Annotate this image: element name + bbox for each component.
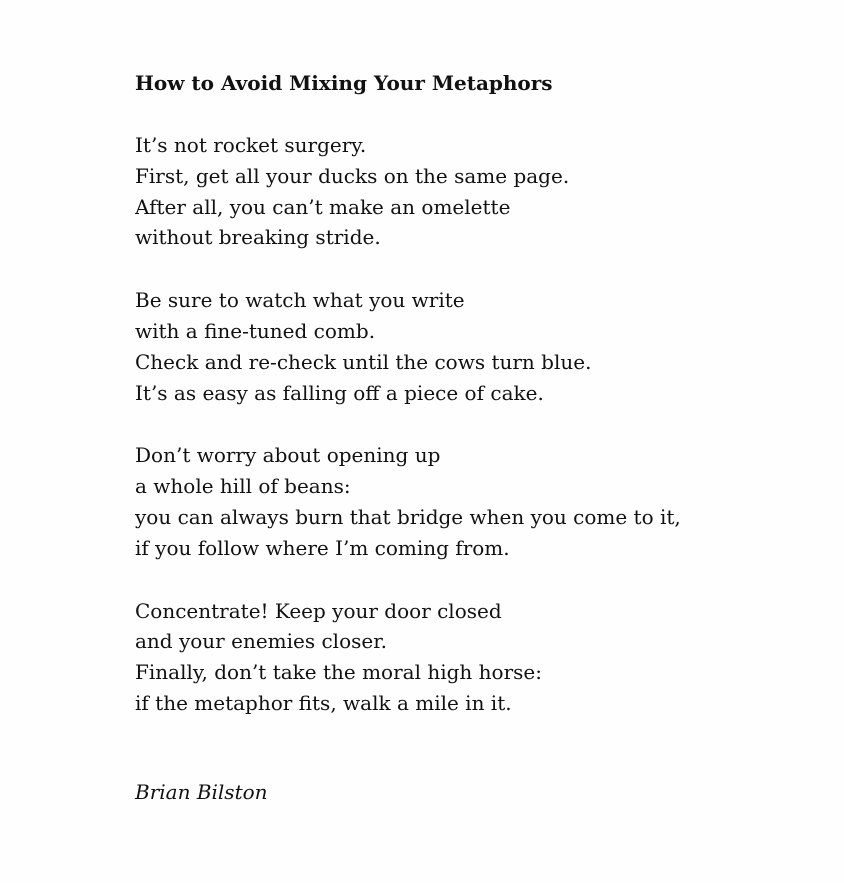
poem-line: First, get all your ducks on the same page. bbox=[135, 163, 570, 188]
poem-line: After all, you can’t make an omelette bbox=[135, 194, 511, 219]
stanza-1 bbox=[135, 130, 815, 253]
poem-author: Brian Bilston bbox=[135, 780, 268, 804]
poem-line: It’s as easy as falling off a piece of cake. bbox=[135, 380, 544, 405]
poem-line: It’s not rocket surgery. bbox=[135, 133, 367, 157]
poem-title: How to Avoid Mixing Your Metaphors bbox=[135, 71, 553, 95]
poem-line: if the metaphor fits, walk a mile in it. bbox=[135, 690, 512, 715]
poem-line: Finally, don’t take the moral high horse: bbox=[135, 660, 542, 685]
poem-line: if you follow where I’m coming from. bbox=[135, 535, 510, 560]
poem-line: and your enemies closer. bbox=[135, 629, 387, 654]
poem-line: without breaking stride. bbox=[135, 225, 381, 250]
poem-line: a whole hill of beans: bbox=[135, 474, 351, 499]
poem-line: Concentrate! Keep your door closed bbox=[135, 598, 502, 623]
poem-line: with a fine-tuned comb. bbox=[135, 318, 376, 343]
poem-line: Check and re-check until the cows turn blue. bbox=[135, 349, 592, 374]
poem-line: Don’t worry about opening up bbox=[135, 443, 441, 468]
stanza-4 bbox=[135, 596, 815, 719]
poem-line: you can always burn that bridge when you come to it, bbox=[135, 504, 681, 529]
poem-page bbox=[135, 68, 815, 719]
stanza-2 bbox=[135, 285, 815, 408]
poem-line: Be sure to watch what you write bbox=[135, 288, 465, 313]
stanza-3 bbox=[135, 440, 815, 563]
